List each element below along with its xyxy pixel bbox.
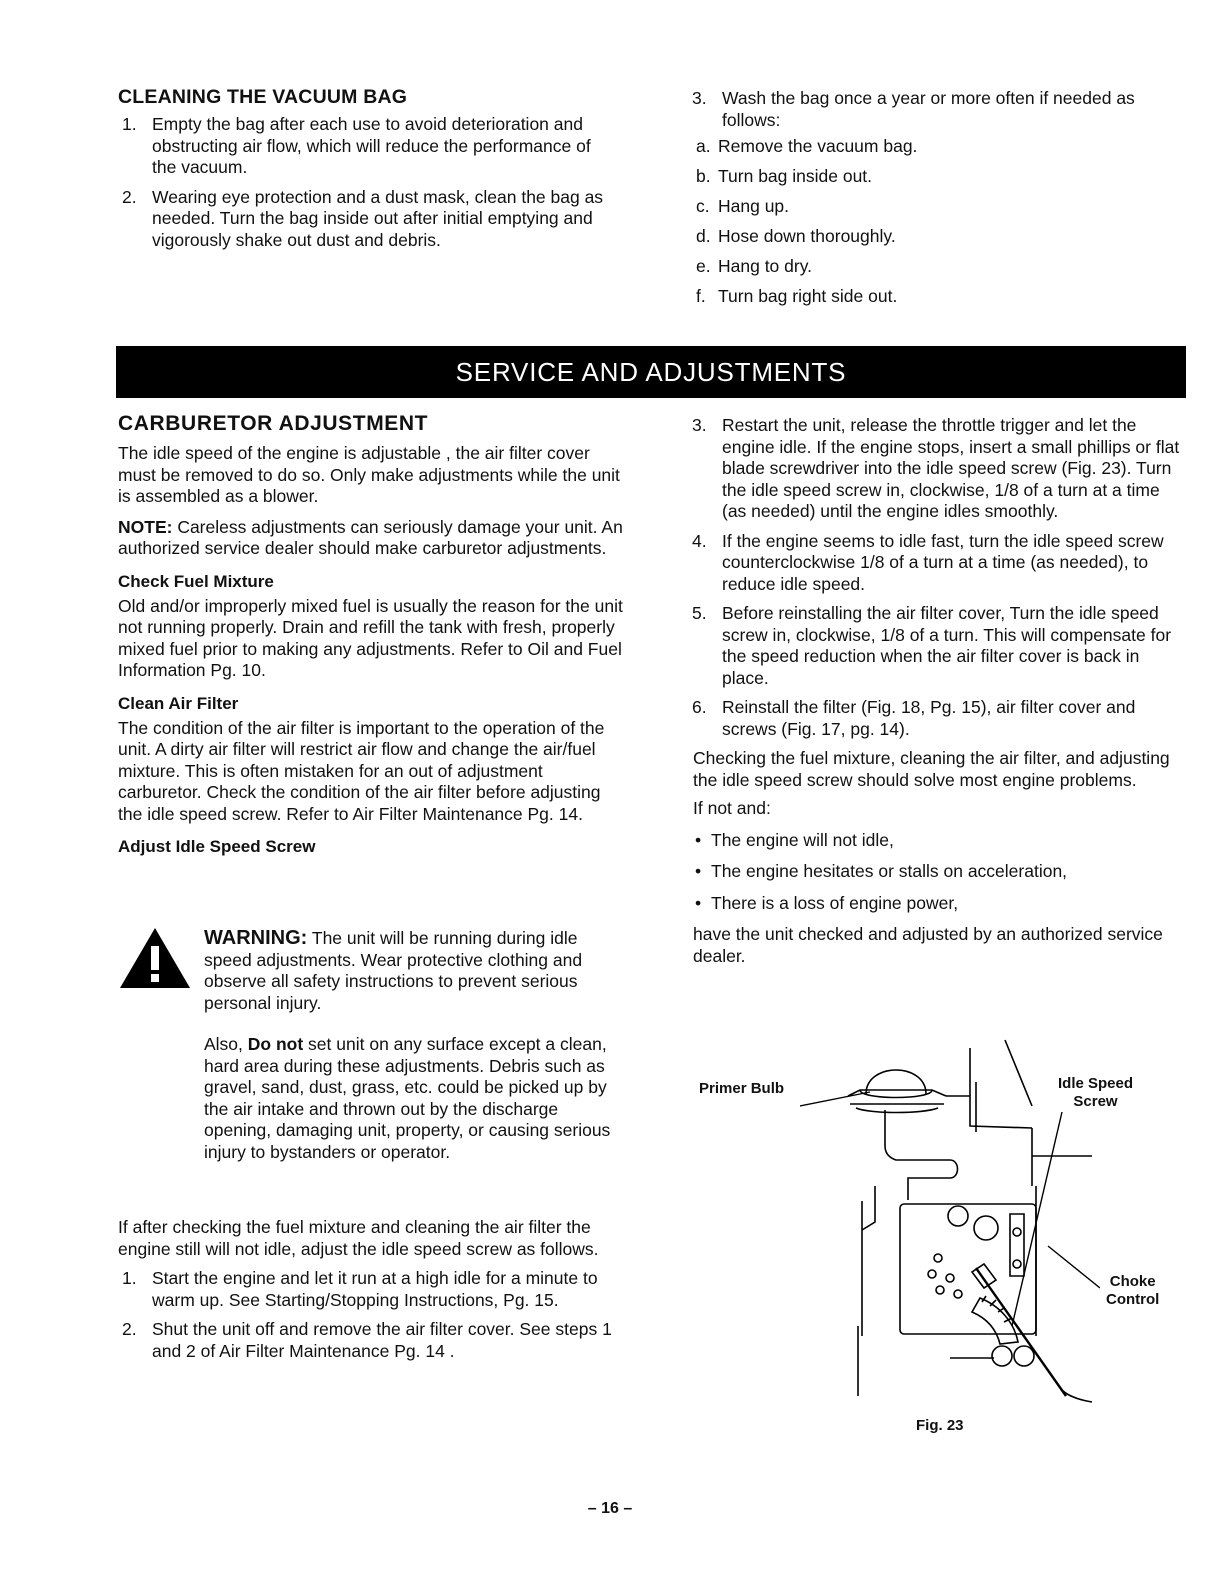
vacuum-heading: CLEANING THE VACUUM BAG [118,86,408,108]
idle-steps-left [118,1268,623,1362]
section-banner [116,346,1186,398]
checking-text: Checking the fuel mixture, cleaning the air filter, and adjusting the idle speed screw should solve most engine problems. [693,748,1170,790]
vacuum-steps [118,114,608,251]
symptom-list [693,830,1188,915]
vacuum-step-3 [688,88,1188,131]
vacuum-section [118,86,608,259]
carb-note: NOTE: Careless adjustments can seriously damage your unit. An authorized service dealer should make carburetor adjustments. [118,516,623,558]
warning-text: WARNING: The unit will be running during idle speed adjustments. Wear protective clothing and observe all safety instructions to prevent serious personal injury. [204,927,583,1013]
primer-bulb-label: Primer Bulb [699,1080,785,1097]
carb-left-column [118,412,623,857]
list-item: 3. Restart the unit, release the throttle trigger and let the engine idle. If the engine stops, insert a small phillips or flat blade screwdriver into the idle speed screw (Fig. 23). Turn the idle speed screw in, clockwise, 1/8 of a turn at a time (as needed) until the engine idles smoothly. [692,415,1180,521]
idle-steps-right [688,415,1188,740]
choke-control-label: Choke Control [1106,1273,1160,1308]
warning-block [204,928,624,1163]
list-item: c. Hang up. [696,196,790,216]
list-item: 4. If the engine seems to idle fast, turn the idle speed screw counterclockwise 1/8 of a turn at a time (as needed), to reduce idle speed. [692,530,1164,594]
list-item: 6. Reinstall the filter (Fig. 18, Pg. 15), air filter cover and screws (Fig. 17, pg. 14). [692,697,1136,739]
list-item: b. Turn bag inside out. [696,166,873,186]
list-item: • The engine will not idle, [695,829,894,850]
list-item: 2. Wearing eye protection and a dust mask, clean the bag as needed. Turn the bag inside out after initial emptying and vigorously shake out dust and debris. [122,186,604,250]
list-item: • There is a loss of engine power, [695,892,959,913]
list-item: 5. Before reinstalling the air filter cover, Turn the idle speed screw in, clockwise, 1/8 of a turn. This will compensate for the speed reduction when the air filter cover is back in place. [692,603,1172,688]
also-text: Also, Do not set unit on any surface except a clean, hard area during these adjustments. Debris such as gravel, sand, dust, grass, etc. could be picked up by the air intake and thrown out by the discharge opening, damaging unit, property, or causing serious injury to bystanders or operator. [204,1034,611,1162]
wash-steps [688,136,1188,308]
warning-icon [118,926,192,990]
list-item: • The engine hesitates or stalls on acceleration, [695,861,1068,881]
fuel-heading: Check Fuel Mixture [118,571,274,591]
list-item: 1. Start the engine and let it run at a high idle for a minute to warm up. See Starting/Stopping Instructions, Pg. 15. [122,1268,598,1310]
list-item: a. Remove the vacuum bag. [696,136,918,156]
if-not-text: If not and: [693,798,771,818]
carb-right-column [688,415,1188,967]
carb-intro: The idle speed of the engine is adjustable , the air filter cover must be removed to do so. Only make adjustments while the unit is assembled as a blower. [118,443,620,506]
fuel-text: Old and/or improperly mixed fuel is usually the reason for the unit not running properly. Drain and refill the tank with fresh, properly mixed fuel prior to making any adjustments. Refer to Oil and Fuel Information Pg. 10. [118,595,623,680]
idle-procedure-left [118,1217,623,1370]
if-after-text: If after checking the fuel mixture and cleaning the air filter the engine still will not idle, adjust the idle speed screw as follows. [118,1217,599,1259]
figure-caption: Fig. 23 [916,1417,964,1434]
list-item: f. Turn bag right side out. [696,286,898,306]
idle-heading: Adjust Idle Speed Screw [118,837,316,856]
list-item: d. Hose down thoroughly. [696,226,896,246]
idle-speed-label: Idle Speed Screw [1058,1075,1134,1110]
air-heading: Clean Air Filter [118,693,239,713]
list-item: 3. Wash the bag once a year or more often if needed as follows: [692,88,1135,130]
have-unit-text: have the unit checked and adjusted by an authorized service dealer. [693,924,1163,966]
air-text: The condition of the air filter is important to the operation of the unit. A dirty air filter will restrict air flow and change the air/fuel mixture. This is often mistaken for an out of adjustment carburetor. Check the condition of the air filter before adjusting the idle speed screw. Refer to Air Filter Maintenance Pg. 14. [118,717,605,824]
list-item: 2. Shut the unit off and remove the air filter cover. See steps 1 and 2 of Air Filter Maintenance Pg. 14 . [122,1319,612,1361]
page-number: – 16 – [587,1500,633,1517]
banner-title: SERVICE AND ADJUSTMENTS [455,356,847,387]
list-item: 1. Empty the bag after each use to avoid deterioration and obstructing air flow, which will reduce the performance of the vacuum. [122,114,591,177]
list-item: e. Hang to dry. [696,256,813,276]
carb-heading: CARBURETOR ADJUSTMENT [118,412,429,435]
vacuum-wash-section [688,88,1188,316]
carburetor-drawing [800,1036,1100,1411]
